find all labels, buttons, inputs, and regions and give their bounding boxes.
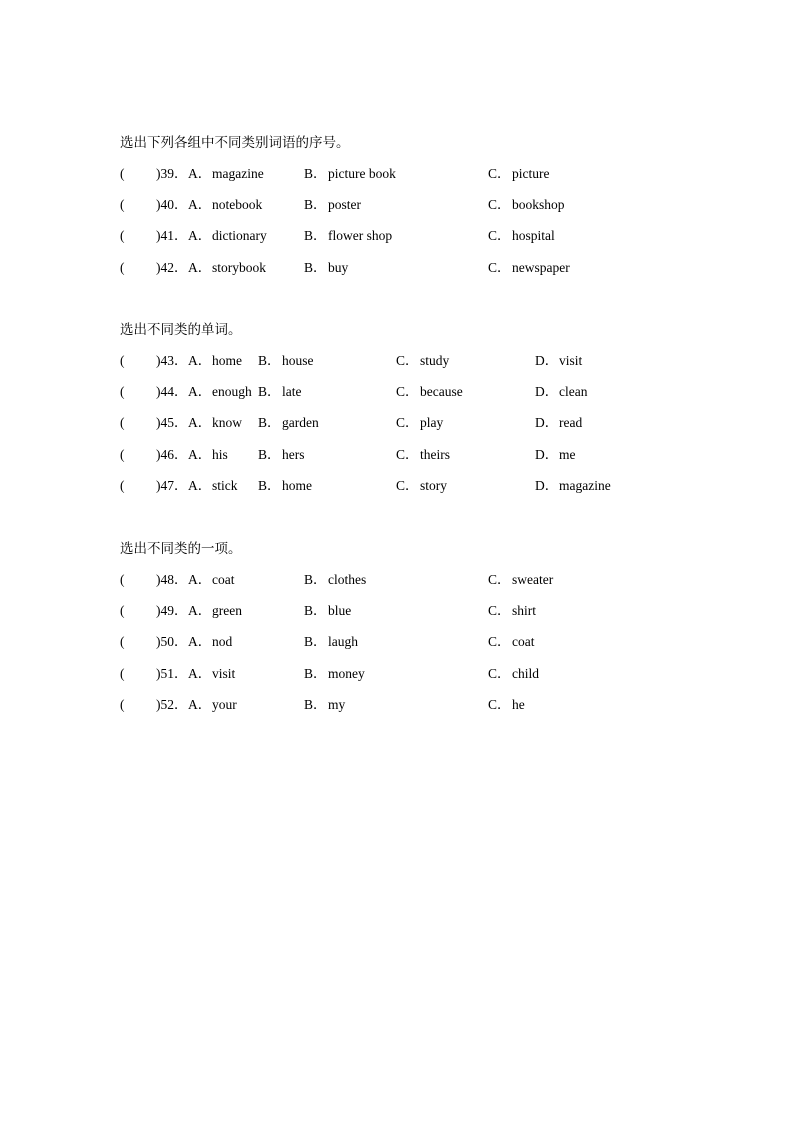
option-c [396,413,443,433]
option-d [535,476,611,496]
option-c [488,258,570,278]
question-row [120,258,720,289]
option-d [535,382,587,402]
option-letter: C． [396,477,419,493]
option-letter: A． [188,665,212,681]
option-c [488,695,525,715]
answer-blank-open[interactable]: ( [120,259,125,275]
option-text: laugh [328,634,358,650]
question-number: )44． [156,384,188,400]
option-letter: A． [188,166,212,181]
question-number: )48． [156,572,188,587]
option-text: hers [282,446,305,462]
option-c [488,164,549,184]
question-row [120,445,720,476]
option-letter: B． [304,197,327,213]
question-row [120,570,720,601]
option-a [188,445,228,465]
option-text: theirs [420,446,450,462]
question-number: )42． [156,259,188,275]
option-text: child [512,665,539,681]
option-b [258,445,305,465]
question-number: )39． [156,166,188,181]
option-letter: C． [396,384,419,400]
option-letter: B． [304,603,327,619]
question-number: )51． [156,665,188,681]
question-number: )50． [156,634,188,650]
option-letter: A． [188,696,212,712]
option-letter: C． [488,572,511,587]
option-c [488,664,539,684]
option-letter: B． [258,415,281,431]
option-b [304,164,396,184]
option-a [188,632,232,652]
option-a [188,695,237,715]
question-number: )46． [156,446,188,462]
option-text: sweater [512,572,554,587]
question-number: )49． [156,603,188,619]
option-letter: B． [258,384,281,400]
option-text: shirt [512,603,537,619]
option-c [488,601,536,621]
option-text: storybook [212,259,266,275]
question-row [120,476,720,507]
option-text: green [212,603,242,619]
answer-blank-open[interactable]: ( [120,634,125,650]
option-text: know [212,415,242,431]
answer-blank-open[interactable]: ( [120,415,125,431]
question-number: )43． [156,353,188,368]
option-b [304,570,366,590]
option-text: visit [559,353,583,368]
option-text: clothes [328,572,367,587]
option-text: home [282,477,312,493]
option-text: magazine [559,477,611,493]
option-a [188,601,242,621]
question-row [120,195,720,226]
option-text: because [420,384,463,400]
option-letter: C． [488,259,511,275]
option-letter: B． [258,353,281,368]
option-letter: C． [396,415,419,431]
option-b [304,695,345,715]
answer-blank-open[interactable]: ( [120,197,125,213]
option-text: poster [328,197,361,213]
option-b [258,413,319,433]
question-row [120,632,720,663]
option-b [304,195,361,215]
option-letter: C． [396,353,419,368]
option-letter: B． [304,166,327,181]
option-letter: D． [535,446,559,462]
option-letter: B． [258,477,281,493]
option-a [188,258,266,278]
option-text: picture book [328,166,396,181]
option-a [188,570,235,590]
question-row [120,695,720,726]
option-d [535,413,582,433]
option-text: house [282,353,314,368]
question-row [120,664,720,695]
option-letter: D． [535,477,559,493]
option-b [304,258,348,278]
option-letter: A． [188,197,212,213]
option-letter: D． [535,353,559,368]
option-a [188,664,235,684]
option-text: money [328,665,365,681]
option-text: dictionary [212,228,267,244]
option-text: clean [559,384,588,400]
answer-blank-open[interactable]: ( [120,696,125,712]
option-text: flower shop [328,228,393,244]
option-c [396,382,463,402]
question-row [120,601,720,632]
option-text: visit [212,665,236,681]
section-1 [120,133,720,289]
option-letter: C． [488,696,511,712]
question-row [120,164,720,195]
option-letter: A． [188,384,212,400]
option-letter: A． [188,259,212,275]
question-number: )52． [156,696,188,712]
option-c [396,351,449,371]
answer-blank-open[interactable]: ( [120,603,125,619]
question-row [120,413,720,444]
option-text: read [559,415,583,431]
option-b [258,382,302,402]
answer-blank-open[interactable]: ( [120,572,125,587]
option-b [258,476,312,496]
answer-blank-open[interactable]: ( [120,166,125,181]
option-c [396,476,447,496]
option-letter: C． [488,197,511,213]
section-heading: 选出不同类的单词。 [120,322,242,338]
answer-blank-open[interactable]: ( [120,665,125,681]
option-text: his [212,446,228,462]
option-a [188,413,242,433]
option-d [535,445,576,465]
option-text: me [559,446,576,462]
option-c [488,195,565,215]
option-letter: A． [188,603,212,619]
option-text: picture [512,166,550,181]
option-text: buy [328,259,349,275]
option-letter: A． [188,446,212,462]
section-2 [120,320,720,507]
option-letter: C． [488,665,511,681]
option-text: garden [282,415,319,431]
section-heading: 选出下列各组中不同类别词语的序号。 [120,135,350,151]
answer-blank-open[interactable]: ( [120,446,125,462]
option-letter: B． [258,446,281,462]
option-letter: A． [188,572,212,587]
option-text: play [420,415,444,431]
option-d [535,351,582,371]
option-letter: B． [304,665,327,681]
option-a [188,351,242,371]
option-b [258,351,314,371]
option-letter: A． [188,477,212,493]
question-number: )40． [156,197,188,213]
option-text: enough [212,384,252,400]
section-heading: 选出不同类的一项。 [120,541,242,557]
option-text: your [212,696,237,712]
option-text: home [212,353,242,368]
option-b [304,664,365,684]
option-letter: C． [488,166,511,181]
option-letter: A． [188,415,212,431]
answer-blank-open[interactable]: ( [120,353,125,368]
option-text: notebook [212,197,263,213]
option-text: newspaper [512,259,570,275]
option-text: coat [212,572,235,587]
option-c [396,445,450,465]
option-text: story [420,477,447,493]
option-a [188,226,267,246]
answer-blank-open[interactable]: ( [120,477,125,493]
option-letter: B． [304,259,327,275]
section-3 [120,539,720,726]
option-text: bookshop [512,197,565,213]
option-text: hospital [512,228,555,244]
question-row [120,382,720,413]
answer-blank-open[interactable]: ( [120,384,125,400]
option-b [304,632,358,652]
option-text: magazine [212,166,264,181]
option-b [304,601,351,621]
option-letter: C． [396,446,419,462]
question-number: )47． [156,477,188,493]
option-text: he [512,696,525,712]
option-letter: B． [304,228,327,244]
option-text: stick [212,477,238,493]
question-number: )45． [156,415,188,431]
option-letter: D． [535,384,559,400]
option-c [488,632,535,652]
option-letter: A． [188,634,212,650]
option-text: late [282,384,302,400]
answer-blank-open[interactable]: ( [120,228,125,244]
option-a [188,476,238,496]
question-number: )41． [156,228,188,244]
question-row [120,351,720,382]
option-letter: B． [304,696,327,712]
option-letter: B． [304,634,327,650]
option-a [188,195,262,215]
option-text: blue [328,603,352,619]
option-c [488,226,555,246]
option-letter: A． [188,353,212,368]
question-row [120,226,720,257]
option-text: study [420,353,450,368]
option-text: nod [212,634,233,650]
option-letter: C． [488,228,511,244]
option-text: coat [512,634,535,650]
option-letter: D． [535,415,559,431]
option-c [488,570,553,590]
option-letter: C． [488,603,511,619]
option-letter: C． [488,634,511,650]
option-letter: B． [304,572,327,587]
option-letter: A． [188,228,212,244]
option-text: my [328,696,346,712]
option-b [304,226,392,246]
option-a [188,164,264,184]
option-a [188,382,252,402]
